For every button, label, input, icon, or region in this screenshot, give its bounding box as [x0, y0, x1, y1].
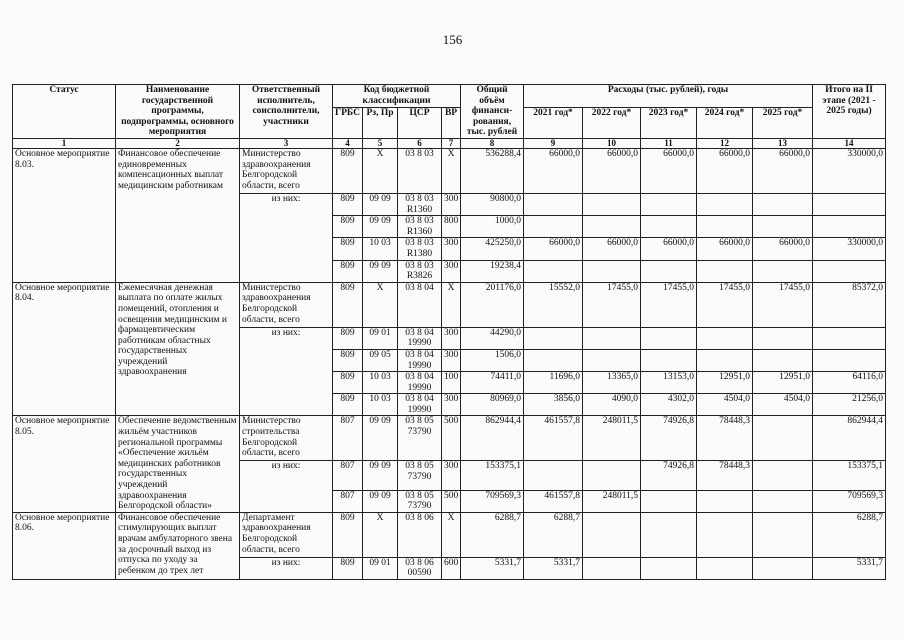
header-y2022: 2022 год* [583, 107, 641, 138]
rzpr-cell: 09 09 [363, 461, 398, 490]
y2021-cell: 5331,7 [524, 557, 583, 579]
total-cell: 74411,0 [461, 372, 524, 394]
grbs-cell: 809 [333, 216, 363, 238]
header-y2023: 2023 год* [641, 107, 697, 138]
y2024-cell [697, 193, 753, 215]
y2023-cell: 74926,8 [641, 416, 697, 461]
y2022-cell [583, 216, 641, 238]
csr-cell: 03 8 03 R1360 [398, 216, 442, 238]
rzpr-cell: 09 09 [363, 490, 398, 512]
y2025-cell [753, 461, 813, 490]
y2025-cell [753, 512, 813, 557]
y2022-cell [583, 349, 641, 371]
y2024-cell: 4504,0 [697, 394, 753, 416]
vr-cell: 500 [442, 490, 461, 512]
itogo-cell [813, 349, 886, 371]
total-cell: 201176,0 [461, 282, 524, 327]
y2023-cell: 4302,0 [641, 394, 697, 416]
csr-cell: 03 8 05 73790 [398, 416, 442, 461]
y2022-cell: 66000,0 [583, 148, 641, 193]
y2022-cell [583, 260, 641, 282]
y2024-cell [697, 490, 753, 512]
grbs-cell: 809 [333, 372, 363, 394]
y2024-cell [697, 216, 753, 238]
csr-cell: 03 8 03 R1380 [398, 238, 442, 260]
col-number: 12 [697, 138, 753, 148]
itogo-cell: 21256,0 [813, 394, 886, 416]
y2021-cell: 461557,8 [524, 490, 583, 512]
y2023-cell [641, 557, 697, 579]
grbs-cell: 809 [333, 238, 363, 260]
header-y2024: 2024 год* [697, 107, 753, 138]
executor-cell: из них: [240, 461, 333, 512]
total-cell: 90800,0 [461, 193, 524, 215]
y2021-cell [524, 349, 583, 371]
vr-cell: X [442, 148, 461, 193]
y2023-cell [641, 260, 697, 282]
col-number: 11 [641, 138, 697, 148]
y2022-cell: 17455,0 [583, 282, 641, 327]
rzpr-cell: 09 09 [363, 216, 398, 238]
col-number: 5 [363, 138, 398, 148]
y2021-cell [524, 216, 583, 238]
executor-cell: Министерство здравоохранения Белгородской области, всего [240, 282, 333, 327]
y2025-cell: 12951,0 [753, 372, 813, 394]
grbs-cell: 809 [333, 394, 363, 416]
y2022-cell [583, 557, 641, 579]
col-number: 10 [583, 138, 641, 148]
csr-cell: 03 8 03 R1360 [398, 193, 442, 215]
header-y2021: 2021 год* [524, 107, 583, 138]
status-cell: Основное мероприятие 8.06. [13, 512, 116, 579]
executor-cell: Министерство здравоохранения Белгородской области, всего [240, 148, 333, 193]
vr-cell: 300 [442, 238, 461, 260]
itogo-cell [813, 327, 886, 349]
grbs-cell: 809 [333, 148, 363, 193]
y2025-cell: 4504,0 [753, 394, 813, 416]
itogo-cell [813, 260, 886, 282]
vr-cell: 500 [442, 416, 461, 461]
csr-cell: 03 8 05 73790 [398, 490, 442, 512]
csr-cell: 03 8 04 19990 [398, 327, 442, 349]
header-itogo: Итого на II этапе (2021 - 2025 годы) [813, 85, 886, 139]
y2025-cell [753, 260, 813, 282]
y2023-cell [641, 327, 697, 349]
vr-cell: 300 [442, 193, 461, 215]
y2025-cell [753, 193, 813, 215]
y2021-cell: 66000,0 [524, 148, 583, 193]
total-cell: 862944,4 [461, 416, 524, 461]
y2025-cell [753, 490, 813, 512]
y2024-cell [697, 260, 753, 282]
y2021-cell: 3856,0 [524, 394, 583, 416]
y2023-cell [641, 216, 697, 238]
y2022-cell: 4090,0 [583, 394, 641, 416]
header-budget-code: Код бюджетной классификации [333, 85, 461, 108]
y2024-cell: 66000,0 [697, 148, 753, 193]
program-name-cell: Финансовое обеспечение стимулирующих выплат врачам амбулаторного звена за досрочный выход из отпуска по уходу за ребенком до трех лет [116, 512, 240, 579]
y2025-cell [753, 557, 813, 579]
y2023-cell: 74926,8 [641, 461, 697, 490]
y2023-cell: 66000,0 [641, 148, 697, 193]
vr-cell: 300 [442, 260, 461, 282]
y2024-cell [697, 557, 753, 579]
y2024-cell [697, 512, 753, 557]
y2023-cell: 17455,0 [641, 282, 697, 327]
header-executor: Ответственный исполнитель, соисполнители, участники [240, 85, 333, 139]
column-number-row [13, 138, 886, 148]
grbs-cell: 809 [333, 327, 363, 349]
csr-cell: 03 8 04 [398, 282, 442, 327]
rzpr-cell: 10 03 [363, 394, 398, 416]
y2025-cell [753, 416, 813, 461]
header-name: Наименование государственной программы, подпрограммы, основного мероприятия [116, 85, 240, 139]
vr-cell: 300 [442, 461, 461, 490]
y2023-cell: 66000,0 [641, 238, 697, 260]
total-cell: 709569,3 [461, 490, 524, 512]
table-row [13, 148, 886, 193]
grbs-cell: 809 [333, 282, 363, 327]
rzpr-cell: 09 05 [363, 349, 398, 371]
y2023-cell: 13153,0 [641, 372, 697, 394]
header-row [13, 85, 886, 108]
total-cell: 1000,0 [461, 216, 524, 238]
y2024-cell: 66000,0 [697, 238, 753, 260]
executor-cell: из них: [240, 327, 333, 416]
itogo-cell: 5331,7 [813, 557, 886, 579]
csr-cell: 03 8 04 19990 [398, 394, 442, 416]
rzpr-cell: 10 03 [363, 238, 398, 260]
itogo-cell [813, 193, 886, 215]
executor-cell: из них: [240, 557, 333, 579]
table-row [13, 416, 886, 461]
grbs-cell: 807 [333, 490, 363, 512]
y2022-cell [583, 327, 641, 349]
grbs-cell: 807 [333, 461, 363, 490]
header-vr: ВР [442, 107, 461, 138]
total-cell: 425250,0 [461, 238, 524, 260]
itogo-cell: 330000,0 [813, 238, 886, 260]
col-number: 4 [333, 138, 363, 148]
col-number: 2 [116, 138, 240, 148]
csr-cell: 03 8 06 00590 [398, 557, 442, 579]
csr-cell: 03 8 04 19990 [398, 349, 442, 371]
table-row [13, 282, 886, 327]
vr-cell: 100 [442, 372, 461, 394]
header-y2025: 2025 год* [753, 107, 813, 138]
y2021-cell: 6288,7 [524, 512, 583, 557]
itogo-cell: 330000,0 [813, 148, 886, 193]
total-cell: 536288,4 [461, 148, 524, 193]
vr-cell: 600 [442, 557, 461, 579]
y2024-cell: 78448,3 [697, 416, 753, 461]
y2024-cell [697, 349, 753, 371]
y2024-cell: 12951,0 [697, 372, 753, 394]
csr-cell: 03 8 04 19990 [398, 372, 442, 394]
grbs-cell: 809 [333, 193, 363, 215]
y2022-cell [583, 193, 641, 215]
vr-cell: X [442, 282, 461, 327]
y2023-cell [641, 193, 697, 215]
y2024-cell: 78448,3 [697, 461, 753, 490]
status-cell: Основное мероприятие 8.03. [13, 148, 116, 282]
y2025-cell: 17455,0 [753, 282, 813, 327]
itogo-cell: 85372,0 [813, 282, 886, 327]
y2021-cell [524, 327, 583, 349]
rzpr-cell: X [363, 282, 398, 327]
itogo-cell: 153375,1 [813, 461, 886, 490]
y2024-cell [697, 327, 753, 349]
itogo-cell: 64116,0 [813, 372, 886, 394]
y2021-cell [524, 461, 583, 490]
csr-cell: 03 8 03 [398, 148, 442, 193]
y2022-cell [583, 512, 641, 557]
rzpr-cell: 09 09 [363, 416, 398, 461]
col-number: 9 [524, 138, 583, 148]
grbs-cell: 809 [333, 512, 363, 557]
header-rzpr: Рз, Пр [363, 107, 398, 138]
rzpr-cell: 09 01 [363, 557, 398, 579]
table-row [13, 512, 886, 557]
y2021-cell: 66000,0 [524, 238, 583, 260]
y2021-cell: 15552,0 [524, 282, 583, 327]
y2025-cell [753, 327, 813, 349]
y2021-cell: 11696,0 [524, 372, 583, 394]
program-name-cell: Ежемесячная денежная выплата по оплате жилых помещений, отопления и освещения медицинским и фармацевтическим работникам областных государственных учреждений здравоохранения [116, 282, 240, 416]
col-number: 8 [461, 138, 524, 148]
status-cell: Основное мероприятие 8.04. [13, 282, 116, 416]
col-number: 6 [398, 138, 442, 148]
y2023-cell [641, 349, 697, 371]
y2022-cell: 13365,0 [583, 372, 641, 394]
total-cell: 44290,0 [461, 327, 524, 349]
y2022-cell [583, 461, 641, 490]
rzpr-cell: X [363, 148, 398, 193]
header-csr: ЦСР [398, 107, 442, 138]
page-number: 156 [442, 32, 463, 47]
total-cell: 153375,1 [461, 461, 524, 490]
rzpr-cell: 09 01 [363, 327, 398, 349]
y2025-cell: 66000,0 [753, 148, 813, 193]
executor-cell: Департамент здравоохранения Белгородской области, всего [240, 512, 333, 557]
grbs-cell: 807 [333, 416, 363, 461]
y2022-cell: 66000,0 [583, 238, 641, 260]
header-expenses: Расходы (тыс. рублей), годы [524, 85, 813, 108]
vr-cell: 300 [442, 394, 461, 416]
y2024-cell: 17455,0 [697, 282, 753, 327]
grbs-cell: 809 [333, 260, 363, 282]
col-number: 7 [442, 138, 461, 148]
header-total-volume: Общий объём финанси-рования, тыс. рублей [461, 85, 524, 139]
itogo-cell: 6288,7 [813, 512, 886, 557]
vr-cell: 300 [442, 349, 461, 371]
status-cell: Основное мероприятие 8.05. [13, 416, 116, 512]
y2023-cell [641, 490, 697, 512]
csr-cell: 03 8 06 [398, 512, 442, 557]
total-cell: 6288,7 [461, 512, 524, 557]
y2025-cell [753, 349, 813, 371]
y2025-cell: 66000,0 [753, 238, 813, 260]
rzpr-cell: X [363, 512, 398, 557]
total-cell: 19238,4 [461, 260, 524, 282]
csr-cell: 03 8 05 73790 [398, 461, 442, 490]
csr-cell: 03 8 03 R3826 [398, 260, 442, 282]
col-number: 1 [13, 138, 116, 148]
budget-table [12, 84, 886, 580]
header-status: Статус [13, 85, 116, 139]
y2025-cell [753, 216, 813, 238]
total-cell: 1506,0 [461, 349, 524, 371]
y2022-cell: 248011,5 [583, 416, 641, 461]
rzpr-cell: 09 09 [363, 260, 398, 282]
vr-cell: 800 [442, 216, 461, 238]
y2021-cell [524, 193, 583, 215]
executor-cell: Министерство строительства Белгородской области, всего [240, 416, 333, 461]
rzpr-cell: 10 03 [363, 372, 398, 394]
y2021-cell: 461557,8 [524, 416, 583, 461]
rzpr-cell: 09 09 [363, 193, 398, 215]
y2023-cell [641, 512, 697, 557]
header-grbs: ГРБС [333, 107, 363, 138]
itogo-cell: 709569,3 [813, 490, 886, 512]
vr-cell: X [442, 512, 461, 557]
grbs-cell: 809 [333, 349, 363, 371]
y2022-cell: 248011,5 [583, 490, 641, 512]
grbs-cell: 809 [333, 557, 363, 579]
col-number: 13 [753, 138, 813, 148]
program-name-cell: Финансовое обеспечение единовременных компенсационных выплат медицинским работникам [116, 148, 240, 282]
itogo-cell [813, 216, 886, 238]
program-name-cell: Обеспечение ведомственным жильём участников региональной программы «Обеспечение жильём медицинских работников государственных учреждений здравоохранения Белгородской области» [116, 416, 240, 512]
col-number: 14 [813, 138, 886, 148]
executor-cell: из них: [240, 193, 333, 282]
vr-cell: 300 [442, 327, 461, 349]
total-cell: 5331,7 [461, 557, 524, 579]
itogo-cell: 862944,4 [813, 416, 886, 461]
total-cell: 80969,0 [461, 394, 524, 416]
y2021-cell [524, 260, 583, 282]
col-number: 3 [240, 138, 333, 148]
